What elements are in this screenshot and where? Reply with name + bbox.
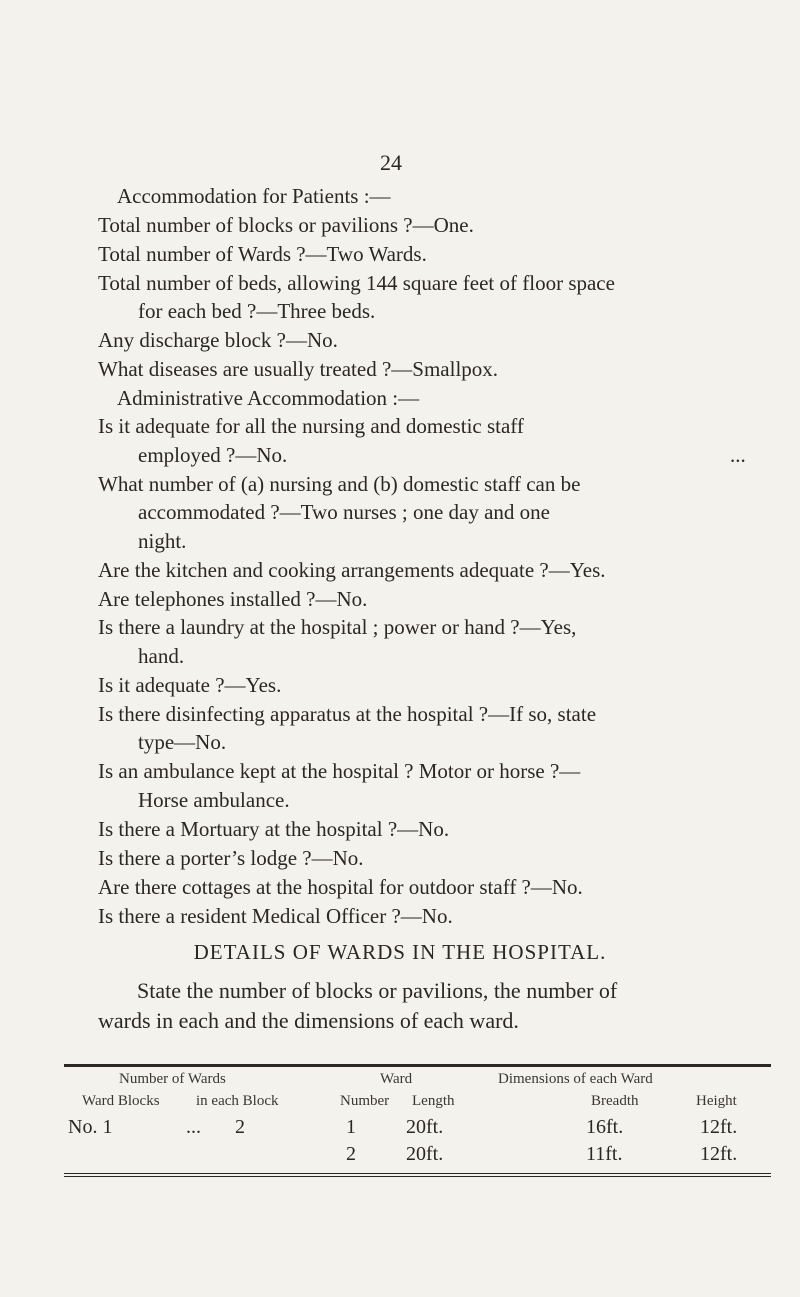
text-line: What number of (a) nursing and (b) domestic staff can be bbox=[98, 472, 581, 496]
col-header-number: Number bbox=[340, 1093, 390, 1109]
wards-table bbox=[64, 1064, 771, 1177]
cell-dots: ... bbox=[186, 1116, 201, 1138]
text-line: Is there disinfecting apparatus at the hospital ?—If so, state bbox=[98, 702, 597, 726]
col-header-height: Height bbox=[696, 1093, 737, 1109]
text-line: Is it adequate ?—Yes. bbox=[98, 673, 282, 697]
cell-length: 20ft. bbox=[406, 1143, 444, 1165]
text-line: accommodated ?—Two nurses ; one day and one bbox=[138, 500, 550, 524]
text-line: Is an ambulance kept at the hospital ? Motor or horse ?— bbox=[98, 759, 581, 783]
heading-accommodation: Accommodation for Patients :— bbox=[117, 184, 391, 208]
cell-wards: 2 bbox=[235, 1116, 245, 1138]
text-line-dots: ... bbox=[730, 443, 746, 467]
col-header-dimensions: Dimensions of each Ward bbox=[498, 1071, 653, 1087]
page-number: 24 bbox=[380, 150, 402, 175]
text-line: What diseases are usually treated ?—Smallpox. bbox=[98, 357, 499, 381]
text-line: Horse ambulance. bbox=[138, 788, 290, 812]
text-line: Total number of beds, allowing 144 square feet of floor space bbox=[98, 271, 615, 295]
text-line: Any discharge block ?—No. bbox=[98, 328, 338, 352]
text-line: Are there cottages at the hospital for outdoor staff ?—No. bbox=[98, 875, 583, 899]
cell-height: 12ft. bbox=[700, 1143, 738, 1165]
table-rule-bottom bbox=[64, 1173, 771, 1174]
col-header-ward-blocks: Ward Blocks bbox=[82, 1093, 160, 1109]
cell-block: No. 1 bbox=[68, 1116, 113, 1138]
col-header-number-of-wards: Number of Wards bbox=[119, 1071, 226, 1087]
cell-ward-no: 2 bbox=[346, 1143, 356, 1165]
text-line: Are telephones installed ?—No. bbox=[98, 587, 368, 611]
cell-breadth: 11ft. bbox=[586, 1143, 623, 1165]
text-line: hand. bbox=[138, 644, 185, 668]
text-line: Is it adequate for all the nursing and domestic staff bbox=[98, 414, 524, 438]
col-header-ward: Ward bbox=[380, 1071, 413, 1087]
table-rule-bottom bbox=[64, 1176, 771, 1177]
section-title: DETAILS OF WARDS IN THE HOSPITAL. bbox=[193, 940, 607, 964]
text-line: Is there a Mortuary at the hospital ?—No. bbox=[98, 817, 450, 841]
text-line: Is there a laundry at the hospital ; power or hand ?—Yes, bbox=[98, 615, 577, 639]
intro-line: State the number of blocks or pavilions, the number of bbox=[137, 978, 618, 1003]
text-line: employed ?—No. bbox=[138, 443, 288, 467]
heading-administrative: Administrative Accommodation :— bbox=[117, 386, 420, 410]
text-line: Are the kitchen and cooking arrangements adequate ?—Yes. bbox=[98, 558, 606, 582]
table-row bbox=[64, 1142, 771, 1169]
cell-ward-no: 1 bbox=[346, 1116, 356, 1138]
table-header-row bbox=[64, 1067, 771, 1091]
col-header-length: Length bbox=[412, 1093, 455, 1109]
cell-breadth: 16ft. bbox=[586, 1116, 624, 1138]
table-header-row bbox=[64, 1091, 771, 1115]
text-line: type—No. bbox=[138, 730, 227, 754]
text-line: Total number of blocks or pavilions ?—One. bbox=[98, 213, 474, 237]
text-line: Is there a resident Medical Officer ?—No. bbox=[98, 904, 453, 928]
table-row bbox=[64, 1115, 771, 1142]
text-line: Total number of Wards ?—Two Wards. bbox=[98, 242, 427, 266]
cell-length: 20ft. bbox=[406, 1116, 444, 1138]
text-line: for each bed ?—Three beds. bbox=[138, 299, 376, 323]
text-line: Is there a porter’s lodge ?—No. bbox=[98, 846, 364, 870]
col-header-breadth: Breadth bbox=[591, 1093, 639, 1109]
text-line: night. bbox=[138, 529, 187, 553]
cell-height: 12ft. bbox=[700, 1116, 738, 1138]
col-header-in-each-block: in each Block bbox=[196, 1093, 279, 1109]
intro-line: wards in each and the dimensions of each ward. bbox=[98, 1008, 519, 1033]
